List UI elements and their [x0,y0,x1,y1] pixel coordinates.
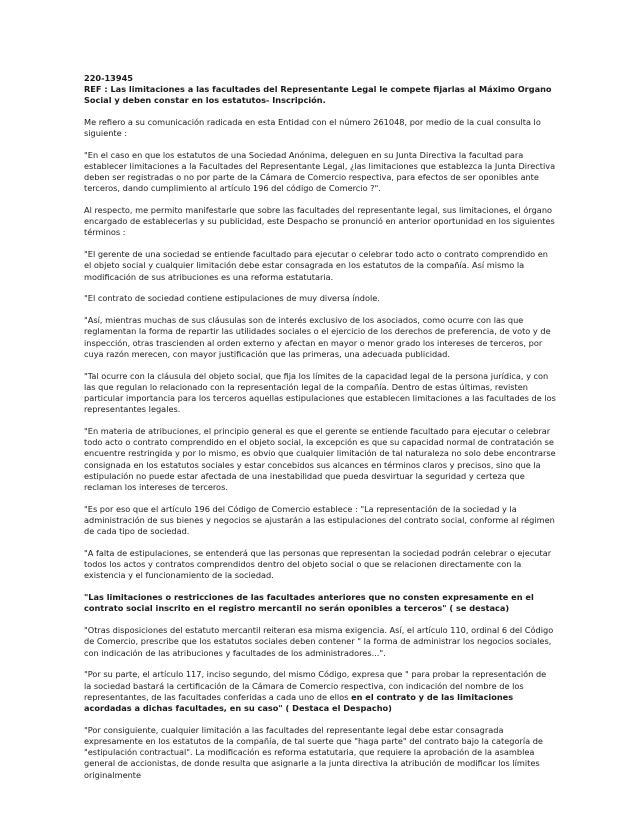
body-paragraph [84,371,556,416]
body-paragraph [84,504,556,538]
body-paragraph [84,548,556,582]
text-run: "Tal ocurre con la cláusula del objeto social, que fija los límites de la capacidad legal de la persona jurídica, y con las que regulan lo relacionado con la representación legal de la compañía. Dentro de estas últimas, revisten particular importancia para los terceros aquellas estipulaciones que establecen limitaciones a las facultades de los representantes legales. [84,370,556,415]
body-paragraph [84,669,556,714]
text-run: "El contrato de sociedad contiene estipulaciones de muy diversa índole. [84,293,380,304]
bold-text-run: en el contrato y de las limitaciones acordadas a dichas facultades, en su caso" ( Destaca el Despacho) [84,691,514,714]
text-run: "A falta de estipulaciones, se entenderá que las personas que representan la sociedad podrán celebrar o ejecutar todos los actos y contratos comprendidos dentro del objeto social o que se relacionen directamente con la existencia y el funcionamiento de la sociedad. [84,548,552,581]
text-run: Me refiero a su comunicación radicada en esta Entidad con el número 261048, por medio de la cual consulta lo siguiente : [84,116,541,138]
text-run: "Es por eso que el artículo 196 del Código de Comercio establece : "La representación de la sociedad y la administración de sus bienes y negocios se ajustarán a las estipulaciones del contrato social, conforme al régimen de cada tipo de sociedad. [84,503,555,537]
text-run: Al respecto, me permito manifestarle que sobre las facultades del representante legal, sus limitaciones, el órgano encargado de establecerlas y su publicidad, este Despacho se pronunció en anterior oportunidad en los siguientes términos : [84,205,555,238]
reference-subject: REF : Las limitaciones a las facultades del Representante Legal le compete fijarlas al Máximo Organo Social y deben constar en los estatutos- Inscripción. [84,84,552,106]
document-body [84,117,556,781]
reference-number: 220-13945 [84,73,133,83]
body-paragraph [84,315,556,360]
body-paragraph [84,249,556,283]
text-run: "Así, mientras muchas de sus cláusulas son de interés exclusivo de los asociados, como ocurre con las que reglamentan la forma de repartir las utilidades sociales o el ejercicio de los derechos de preferencia, de voto y de inspección, otras trascienden al orden externo y afectan en mayor o menor grado los intereses de terceros, por cuya razón merecen, con mayor justificación que las primeras, una adecuada publicidad. [84,315,551,359]
text-run: "En el caso en que los estatutos de una Sociedad Anónima, deleguen en su Junta Directiva la facultad para establecer limitaciones a la Facultades del Representante Legal, ¿las limitaciones que establezca la Junta Directiva deben ser registradas o no por parte de la Cámara de Comercio respectiva, para efectos de ser oponibles ante terceros, dando cumplimiento al artículo 196 del código de Comercio ?". [84,149,556,194]
text-run: "Por su parte, el artículo 117, inciso segundo, del mismo Código, expresa que " para probar la representación de la sociedad bastará la certificación de la Cámara de Comercio respectiva, con indicación del nombre de los representantes, de las facultades conferidas a cada uno de ellos [84,669,547,702]
text-run: "En materia de atribuciones, el principio general es que el gerente se entiende facultado para ejecutar o celebrar todo acto o contrato comprendido en el objeto social, la excepción es que su capacidad normal de contratación se encuentre restringida y por lo mismo, es obvio que cualquier limitación de tal naturaleza no solo debe encontrarse consignada en los estatutos sociales y estar concebidos sus alcances en términos claros y precisos, sino que la estipulación no puede estar afectada de una inestabilidad que pueda desvirtuar la seguridad y certeza que reclaman los intereses de terceros. [84,426,556,493]
text-run: "Por consiguiente, cualquier limitación a las facultades del representante legal debe estar consagrada expresamente en los estatutos de la compañía, de tal suerte que "haga parte" del contrato bajo la categoría de "estipulación contractual". La modificación es reforma estatutaria, que requiere la aprobación de la asamblea general de accionistas, de donde resulta que asignarle a la junta directiva la atribución de modificar los límites originalmente [84,724,543,780]
body-paragraph [84,150,556,195]
bold-text-run: "Las limitaciones o restricciones de las facultades anteriores que no consten expresamente en el contrato social inscrito en el registro mercantil no serán oponibles a terceros" ( se destaca) [84,592,534,614]
text-run: "El gerente de una sociedad se entiende facultado para ejecutar o celebrar todo acto o contrato comprendido en el objeto social y cualquier limitación debe estar consagrada en los estatutos de la compañía. Así mismo la modificación de sus atribuciones es una reforma estatutaria. [84,249,548,282]
body-paragraph [84,592,556,614]
body-paragraph [84,117,556,139]
document-page [84,73,556,791]
body-paragraph [84,205,556,239]
body-paragraph [84,426,556,493]
body-paragraph [84,725,556,781]
text-run: "Otras disposiciones del estatuto mercantil reiteran esa misma exigencia. Así, el artículo 110, ordinal 6 del Código de Comercio, prescribe que los estatutos sociales deben contener " la forma de administrar los negocios sociales, con indicación de las atribuciones y facultades de los administradores...". [84,625,554,658]
body-paragraph [84,293,556,304]
body-paragraph [84,625,556,659]
